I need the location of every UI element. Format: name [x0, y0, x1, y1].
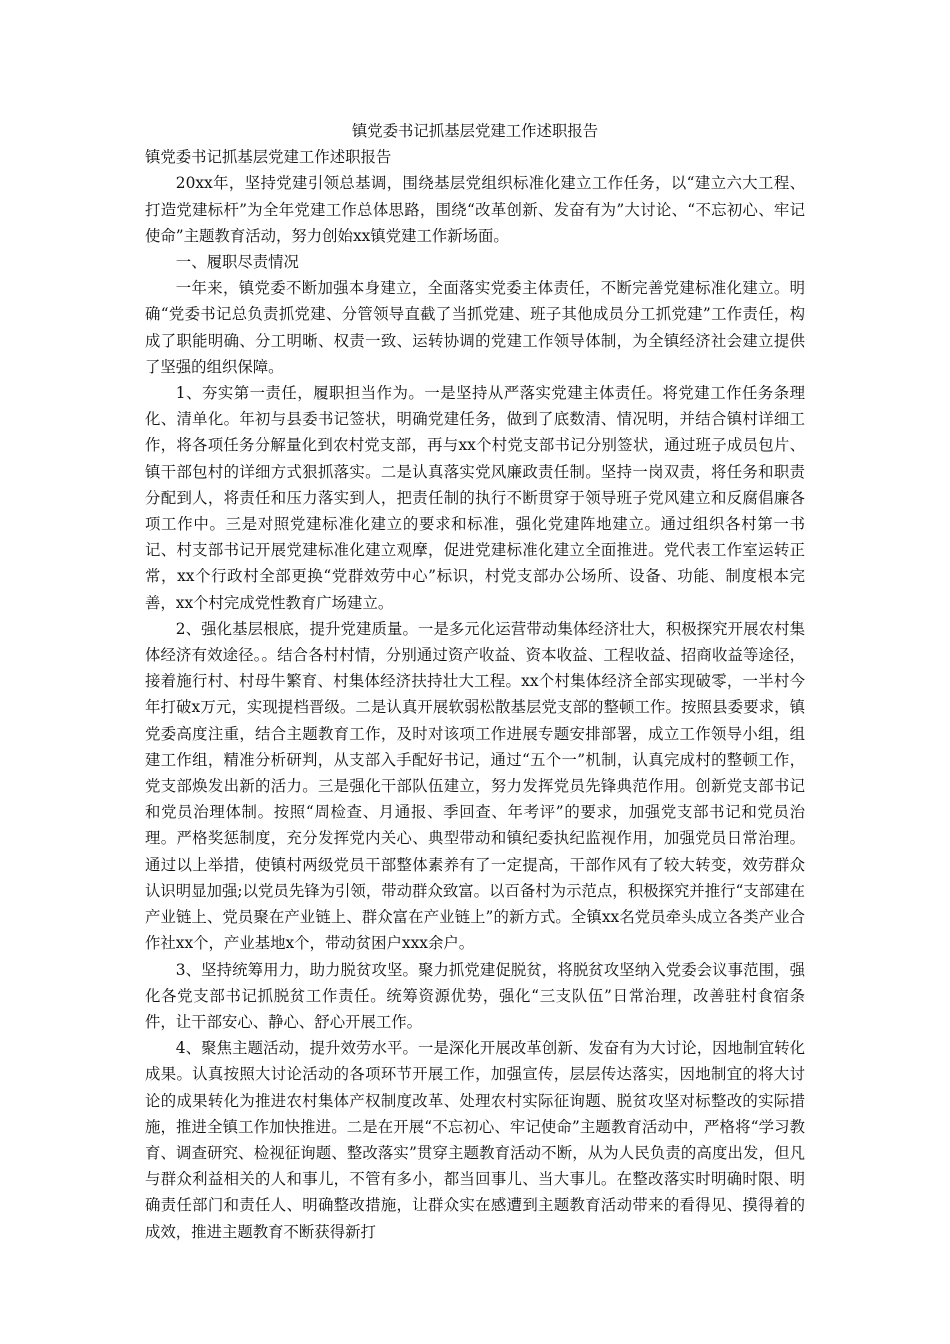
document-subtitle: 镇党委书记抓基层党建工作述职报告	[145, 148, 392, 167]
document-title: 镇党委书记抓基层党建工作述职报告	[351, 122, 599, 140]
paragraph-intro: 20xx年，坚持党建引领总基调，围绕基层党组织标准化建立工作任务，以“建立六大工程、打造党建标杆”为全年党建工作总体思路，围绕“改革创新、发奋有为”大讨论、“不忘初心、牢记使命”主题教育活动，努力创始xx镇党建工作新场面。	[145, 174, 805, 245]
section-heading: 一、履职尽责情况	[175, 253, 299, 272]
paragraph-item-4: 4、聚焦主题活动，提升效劳水平。一是深化开展改革创新、发奋有为大讨论，因地制宜转化成果。认真按照大讨论活动的各项环节开展工作，加强宣传，层层传达落实，因地制宜的将大讨论的成果转化为推进农村集体产权制度改革、处理农村实际征询题、脱贫攻坚对标整改的实际措施，推进全镇工作加快推进。二是在开展“不忘初心、牢记使命”主题教育活动中，严格将“学习教育、调查研究、检视征询题、整改落实”贯穿主题教育活动不断，从为人民负责的高度出发，但凡与群众利益相关的人和事儿，不管有多小，都当回事儿、当大事儿。在整改落实时明确时限、明确责任部门和责任人、明确整改措施，让群众实在感遭到主题教育活动带来的看得见、摸得着的成效，推进主题教育不断获得新打	[145, 1039, 805, 1241]
paragraph-item-2: 2、强化基层根底，提升党建质量。一是多元化运营带动集体经济壮大，积极探究开展农村集体经济有效途径。。结合各村村情，分别通过资产收益、资本收益、工程收益、招商收益等途径，接着施行村、村母牛繁育、村集体经济扶持壮大工程。xx个村集体经济全部实现破零，一半村今年打破x万元，实现提档晋级。二是认真开展软弱松散基层党支部的整顿工作。按照县委要求，镇党委高度注重，结合主题教育工作，及时对该项工作进展专题安排部署，成立工作领导小组，组建工作组，精准分析研判，从支部入手配好书记，通过“五个一”机制，认真完成村的整顿工作，党支部焕发出新的活力。三是强化干部队伍建立，努力发挥党员先锋典范作用。创新党支部书记和党员治理体制。按照“周检查、月通报、季回查、年考评”的要求，加强党支部书记和党员治理。严格奖惩制度，充分发挥党内关心、典型带动和镇纪委执纪监视作用，加强党员日常治理。通过以上举措，使镇村两级党员干部整体素养有了一定提高，干部作风有了较大转变，效劳群众认识明显加强;以党员先锋为引领，带动群众致富。以百备村为示范点，积极探究并推行“支部建在产业链上、党员聚在产业链上、群众富在产业链上”的新方式。全镇xx名党员牵头成立各类产业合作社xx个，产业基地x个，带动贫困户xxx余户。	[145, 619, 805, 953]
paragraph-overview: 一年来，镇党委不断加强本身建立，全面落实党委主体责任，不断完善党建标准化建立。明确“党委书记总负责抓党建、分管领导直截了当抓党建、班子其他成员分工抓党建”工作责任，构成了职能明确、分工明晰、权责一致、运转协调的党建工作领导体制，为全镇经济社会建立提供了坚强的组织保障。	[145, 279, 805, 376]
paragraph-item-3: 3、坚持统筹用力，助力脱贫攻坚。聚力抓党建促脱贫，将脱贫攻坚纳入党委会议事范围，强化各党支部书记抓脱贫工作责任。统筹资源优势，强化“三支队伍”日常治理，改善驻村食宿条件，让干部安心、静心、舒心开展工作。	[145, 960, 805, 1031]
paragraph-item-1: 1、夯实第一责任，履职担当作为。一是坚持从严落实党建主体责任。将党建工作任务条理化、清单化。年初与县委书记签状，明确党建任务，做到了底数清、情况明，并结合镇村详细工作，将各项任务分解量化到农村党支部，再与xx个村党支部书记分别签状，通过班子成员包片、镇干部包村的详细方式狠抓落实。二是认真落实党风廉政责任制。坚持一岗双责，将任务和职责分配到人，将责任和压力落实到人，把责任制的执行不断贯穿于领导班子党风建立和反腐倡廉各项工作中。三是对照党建标准化建立的要求和标准，强化党建阵地建立。通过组织各村第一书记、村支部书记开展党建标准化建立观摩，促进党建标准化建立全面推进。党代表工作室运转正常，xx个行政村全部更换“党群效劳中心”标识，村党支部办公场所、设备、功能、制度根本完善，xx个村完成党性教育广场建立。	[145, 384, 805, 612]
document-page	[145, 118, 805, 1245]
